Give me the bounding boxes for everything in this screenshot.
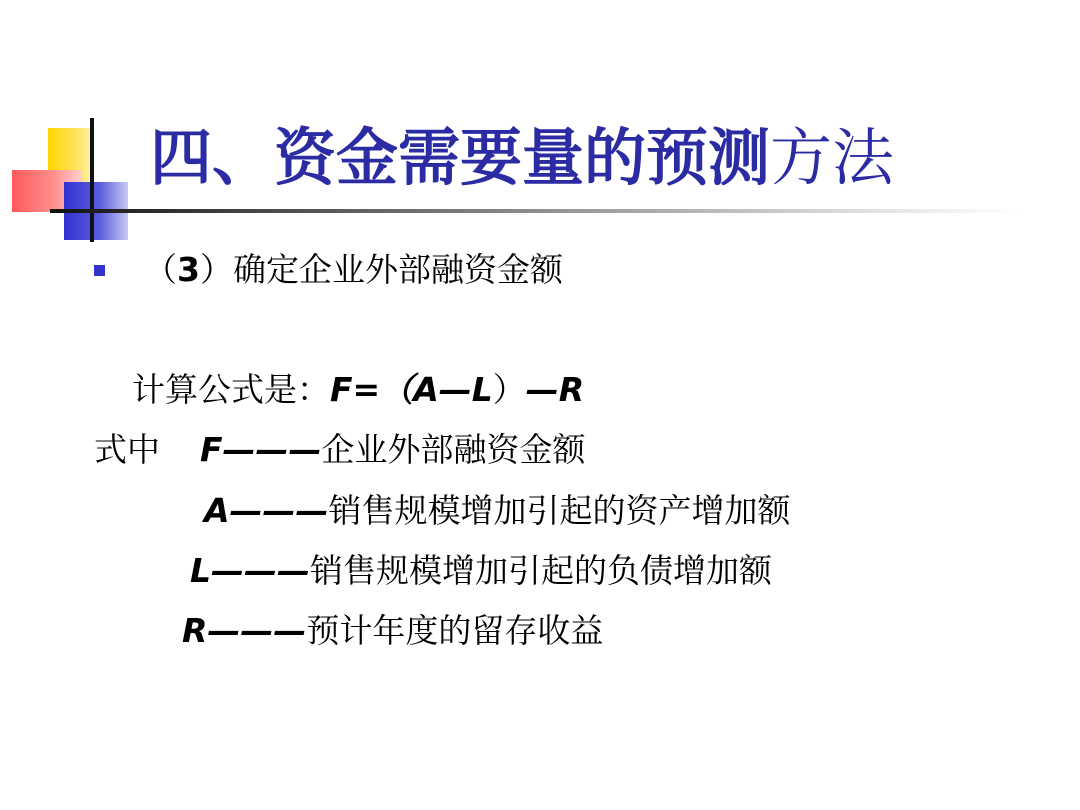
definition-row-l: [190, 549, 772, 593]
formula-dash-1: —: [438, 370, 472, 409]
formula-var-f: F: [330, 370, 353, 409]
definition-desc: 企业外部融资金额: [321, 430, 586, 469]
decor-vertical-line: [90, 118, 94, 242]
definition-var: A: [204, 491, 230, 530]
bullet-square-icon: [94, 265, 105, 276]
slide-title: [150, 118, 894, 198]
definition-var: L: [190, 551, 212, 590]
definition-row-r: [182, 609, 603, 653]
definition-desc: 销售规模增加引起的负债增加额: [310, 551, 773, 590]
title-normal-part: 方法: [770, 121, 895, 194]
bullet-item: [144, 248, 563, 292]
definition-var: F: [200, 430, 223, 469]
title-bold-part: 四、资金需要量的预测: [150, 121, 771, 194]
formula-var-l: L: [471, 370, 493, 409]
definition-dash: ———: [207, 611, 307, 650]
definition-dash: ———: [229, 491, 329, 530]
formula-dash-2: —: [525, 370, 559, 409]
definition-row-f: [94, 428, 586, 472]
definition-desc: 销售规模增加引起的资产增加额: [328, 491, 791, 530]
formula-line: [132, 368, 584, 412]
formula-label: 计算公式是：: [132, 370, 330, 409]
bullet-number: 3: [177, 250, 200, 289]
definition-dash: ———: [211, 551, 311, 590]
formula-var-a: A: [413, 370, 439, 409]
definition-desc: 预计年度的留存收益: [306, 611, 604, 650]
definition-row-a: [204, 489, 791, 533]
formula-close-paren: ）: [492, 370, 526, 409]
bullet-text: 确定企业外部融资金额: [232, 250, 563, 289]
formula-equals: =（: [352, 370, 414, 409]
title-underline: [50, 209, 1020, 213]
bullet-open-paren: （: [144, 250, 177, 289]
definitions-prefix: 式中: [94, 430, 160, 469]
bullet-close-paren: ）: [199, 250, 233, 289]
formula-var-r: R: [558, 370, 585, 409]
definition-var: R: [182, 611, 208, 650]
definition-dash: ———: [222, 430, 322, 469]
